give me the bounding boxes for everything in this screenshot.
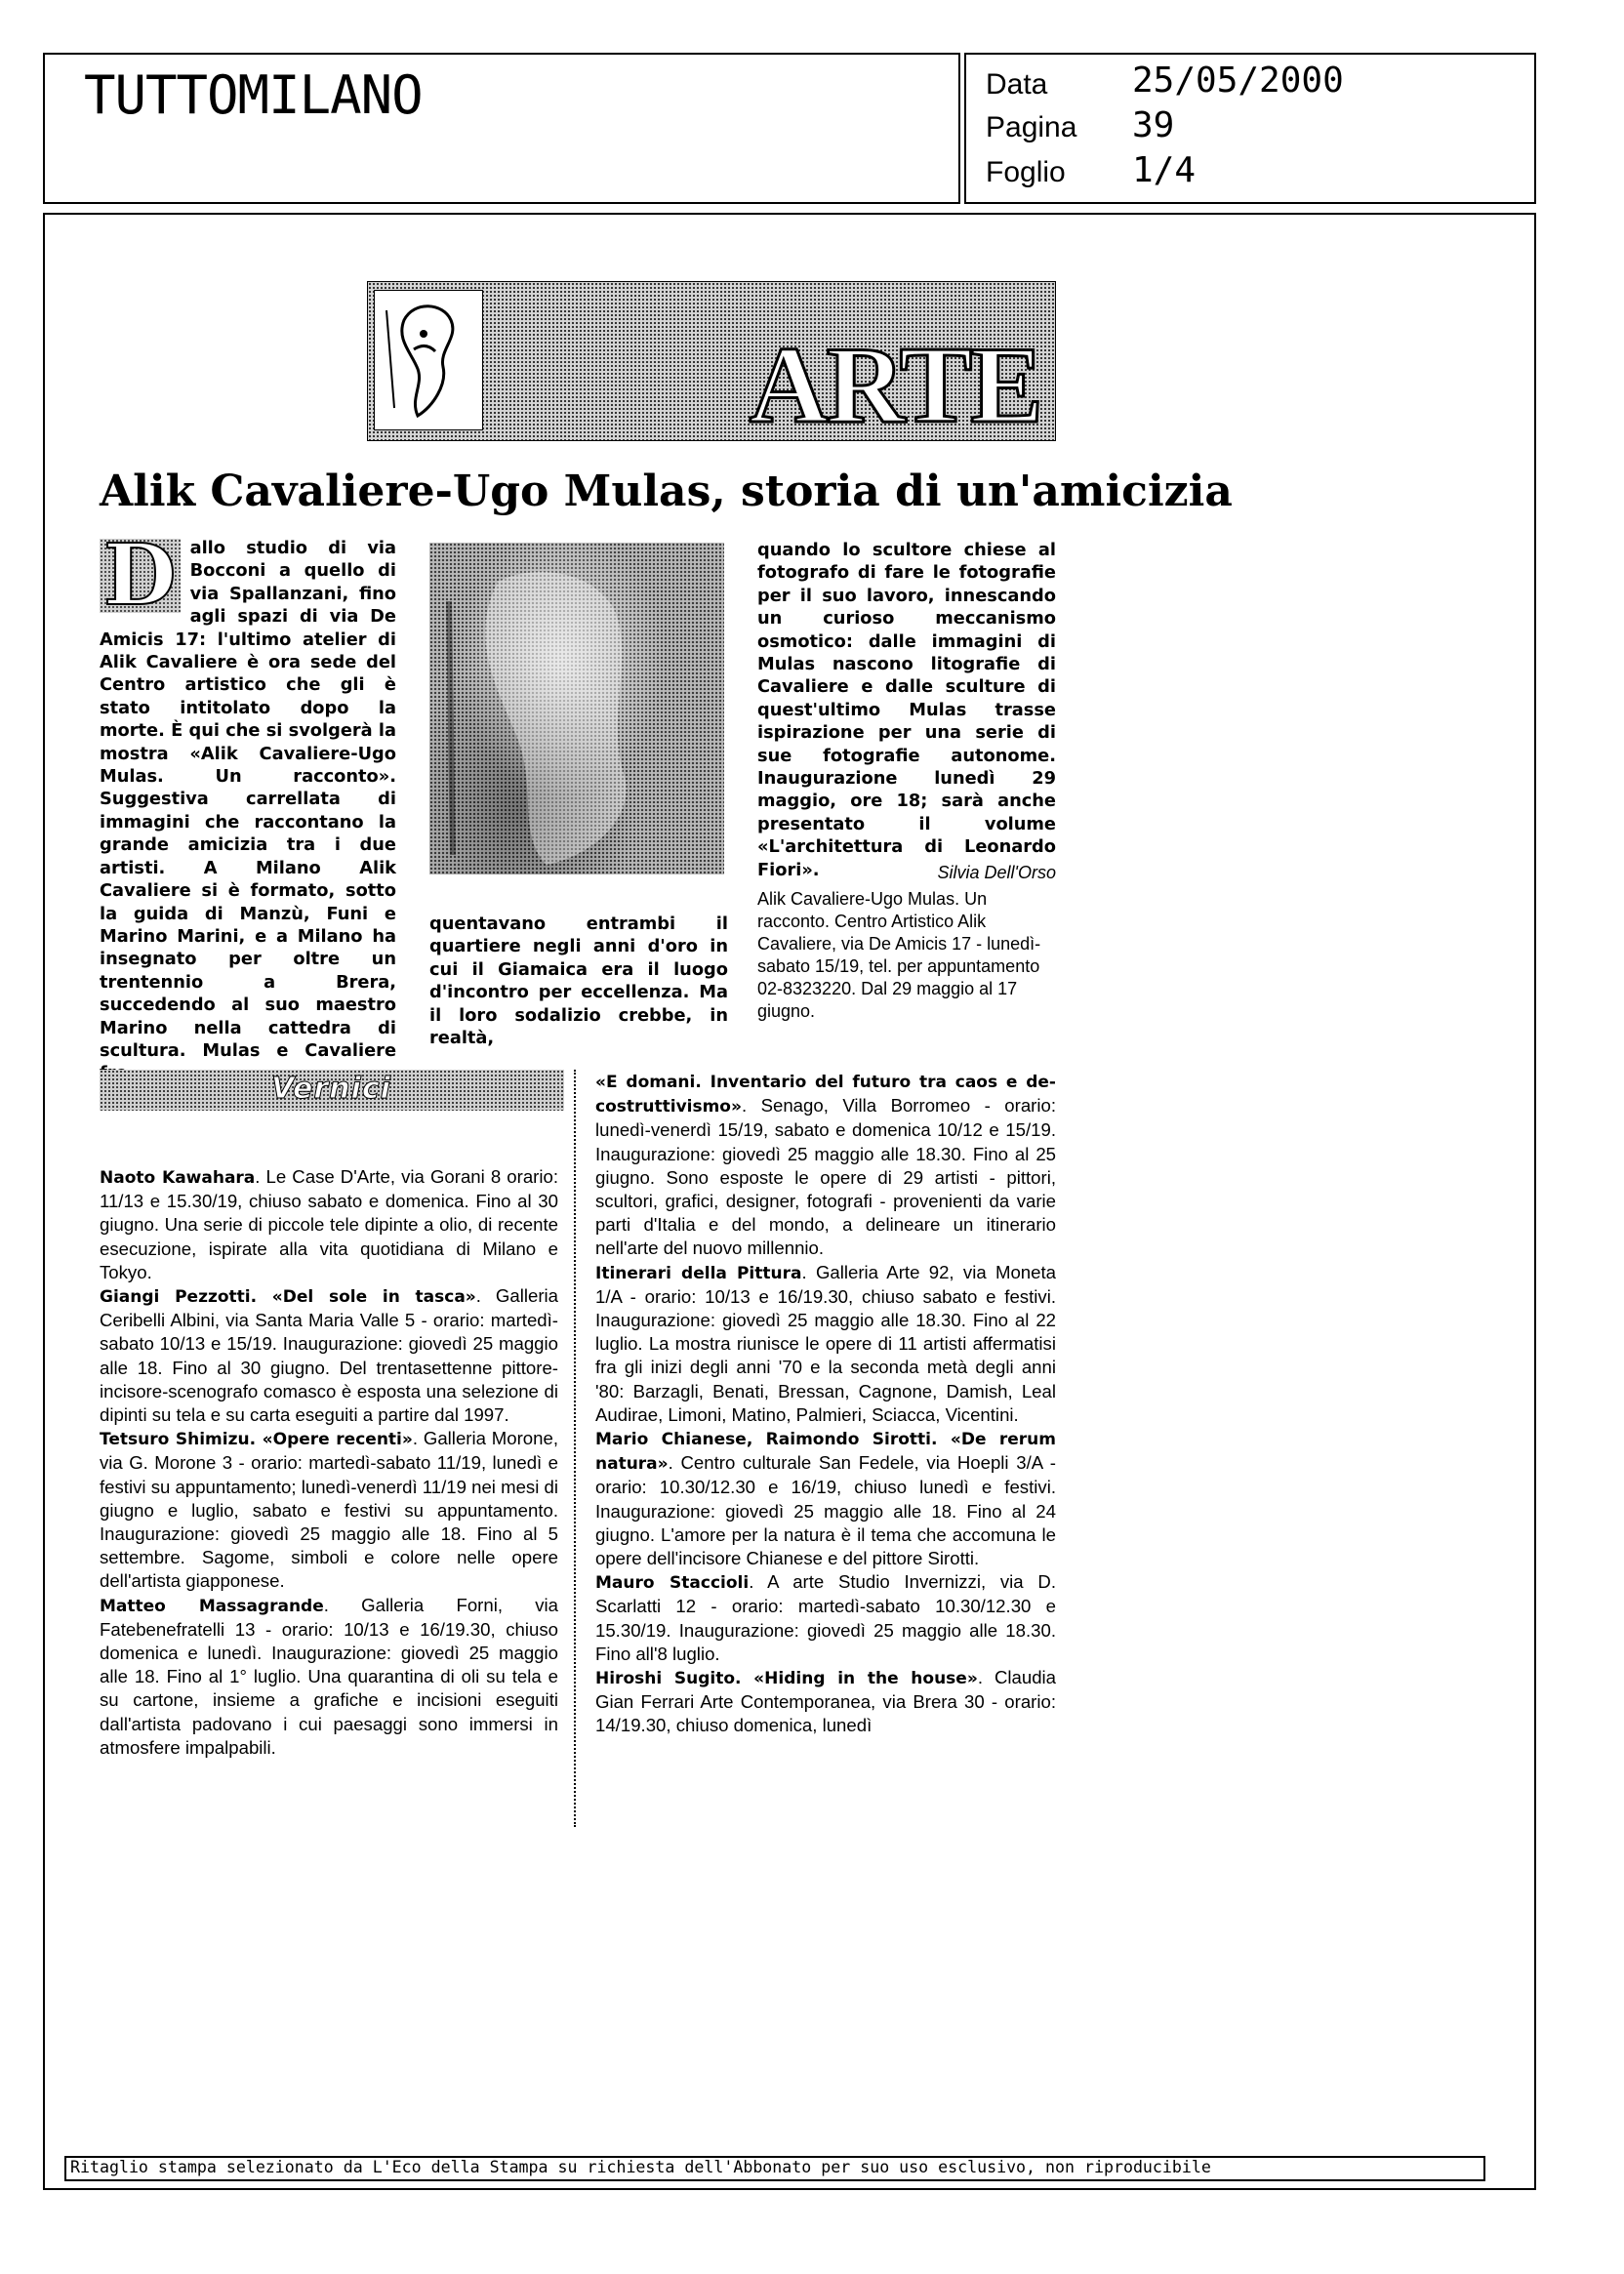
section-title: ARTE: [749, 325, 1041, 446]
listing-item: Naoto Kawahara. Le Case D'Arte, via Gorani 8 orario: 11/13 e 15.30/19, chiuso sabato e domenica. Fino al 30 giugno. Una serie di piccole tele dipinte a olio, di recente esecuzione, ispirate alla vita quotidiana di Milano e Tokyo.: [100, 1166, 558, 1282]
listing-item: Tetsuro Shimizu. «Opere recenti». Galleria Morone, via G. Morone 3 - orario: martedì-sabato 11/19, lunedì e festivi su appuntamento; lunedì-venerdì 11/19 nei mesi di giugno e luglio, sabato e festivi su appuntamento. Inaugurazione: giovedì 25 maggio alle 18. Fino al 5 settembre. Sagome, simboli e colore nelle opere dell'artista giapponese.: [100, 1428, 559, 1592]
vernici-column-1: [100, 1165, 558, 1760]
vernici-banner: [100, 1070, 564, 1111]
listing-item: Itinerari della Pittura. Galleria Arte 92, via Moneta 1/A - orario: 10/13 e 16/19.30, chiuso sabato e festivi. Inaugurazione: giovedì 25 maggio alle 18.30. Fino al 22 luglio. La mostra riunisce le opere di 11 artisti affermatisi fra gli inizi degli anni '70 e la seconda metà degli anni '80: Barzagli, Benati, Bressan, Cagnone, Damish, Leal Audirae, Limoni, Matino, Palmieri, Sciacca, Vicentini.: [595, 1261, 1056, 1425]
listing-item: Giangi Pezzotti. «Del sole in tasca». Galleria Ceribelli Albini, via Santa Maria Valle 5 - orario: martedì-sabato 10/13 e 15/19. Inaugurazione: giovedì 25 maggio alle 18. Fino al 30 giugno. Del trentasettenne pittore-incisore-scenografo comasco è esposta una selezione di dipinti su tela e su carta eseguiti a partire dal 1997.: [100, 1285, 558, 1426]
listing-item: Mario Chianese, Raimondo Sirotti. «De rerum natura». Centro culturale San Fedele, via Hoepli 3/A - orario: 10.30/12.30 e 16/19, chiuso lunedì e festivi. Inaugurazione: giovedì 25 maggio alle 18. Fino al 24 giugno. L'amore per la natura è il tema che accomuna le opere dell'incisore Chianese e del pittore Sirotti.: [595, 1430, 1056, 1569]
vernici-column-2: [595, 1070, 1056, 1738]
listing-item: Hiroshi Sugito. «Hiding in the house». Claudia Gian Ferrari Arte Contemporanea, via Brera 30 - orario: 14/19.30, chiuso domenica, lunedì: [595, 1667, 1057, 1736]
exhibition-info: Alik Cavaliere-Ugo Mulas. Un racconto. Centro Artistico Alik Cavaliere, via De Amicis 17 - lunedì-sabato 15/19, tel. per appuntamento 02-8323220. Dal 29 maggio al 17 giugno.: [757, 889, 1041, 1021]
article-headline: Alik Cavaliere-Ugo Mulas, storia di un'amicizia: [100, 467, 1233, 516]
footer-disclaimer: Ritaglio stampa selezionato da L'Eco della Stampa su richiesta dell'Abbonato per suo uso esclusivo, non riproducibile: [70, 2158, 1211, 2176]
listing-item: Matteo Massagrande. Galleria Forni, via Fatebenefratelli 13 - orario: 10/13 e 16/19.30, chiuso domenica e lunedì. Inaugurazione: giovedì 25 maggio alle 18. Fino al 1° luglio. Una quarantina di oli su tela e su cartone, insieme a grafiche e incisioni eseguiti dall'artista padovano i cui paesaggi sono immersi in atmosfere impalpabili.: [100, 1594, 558, 1758]
section-logo-icon: [374, 290, 483, 430]
column-divider: [574, 1070, 576, 1827]
listing-item: «E domani. Inventario del futuro tra caos e de-costruttivismo». Senago, Villa Borromeo - orario: lunedì-venerdì 15/19, sabato e domenica 10/12 e 15/19. Inaugurazione: giovedì 25 maggio alle 18.30. Fino al 25 giugno. Sono esposte le opere di 29 artisti - pittori, scultori, grafici, designer, fotografi - provenienti da varie parti d'Italia e del mondo, a delineare un itinerario nell'arte del nuovo millennio.: [595, 1073, 1056, 1259]
article-photo: [429, 543, 724, 874]
article-column-1: [100, 526, 396, 1085]
masthead: TUTTOMILANO: [84, 64, 423, 126]
article-column-3: quando lo scultore chiese al fotografo di fare le fotografie per il suo lavoro, innescando un curioso meccanismo osmotico: dalle immagini di Mulas nascono litografie di Cavaliere e dalle sculture di quest'ultimo Mulas trasse ispirazione per una serie di sue fotografie autonome. Inaugurazione lunedì 29 maggio, ore 18; sarà anche presentato il volume «L'architettura di Leonardo Fiori».: [757, 540, 1056, 880]
meta-value-foglio: 1/4: [1132, 150, 1197, 190]
dropcap: D: [100, 539, 181, 613]
meta-value-data: 25/05/2000: [1132, 61, 1344, 101]
meta-label-data: Data: [986, 68, 1048, 101]
arte-banner: [367, 281, 1056, 446]
article-byline: Silvia Dell'Orso: [937, 863, 1056, 882]
meta-label-foglio: Foglio: [986, 156, 1066, 188]
meta-label-pagina: Pagina: [986, 111, 1077, 143]
article-column-1-text: allo studio di via Bocconi a quello di via Spallanzani, fino agli spazi di via De Amicis 17: l'ultimo atelier di Alik Cavaliere è ora sede del Centro artistico che gli è stato intitolato dopo la morte. È qui che si svolgerà la mostra «Alik Cavaliere-Ugo Mulas. Un racconto». Suggestiva carrellata di immagini che raccontano la grande amicizia tra i due artisti. A Milano Alik Cavaliere si è formato, sotto la guida di Manzù, Funi e Marino Marini, e a Milano ha insegnato per oltre un trentennio a Brera, succedendo al suo maestro Marino nella cattedra di scultura. Mulas e Cavaliere: [100, 538, 396, 1061]
vernici-title: Vernici: [271, 1072, 391, 1106]
article-column-2: quentavano entrambi il quartiere negli anni d'oro in cui il Giamaica era il luogo d'incontro per eccellenza. Ma il loro sodalizio crebbe, in realtà,: [429, 914, 728, 1049]
listing-item: Mauro Staccioli. A arte Studio Invernizzi, via D. Scarlatti 12 - orario: martedì-sabato 10.30/12.30 e 15.30/19. Inaugurazione: giovedì 25 maggio alle 18.30. Fino all'8 luglio.: [595, 1571, 1056, 1664]
meta-value-pagina: 39: [1132, 105, 1175, 145]
